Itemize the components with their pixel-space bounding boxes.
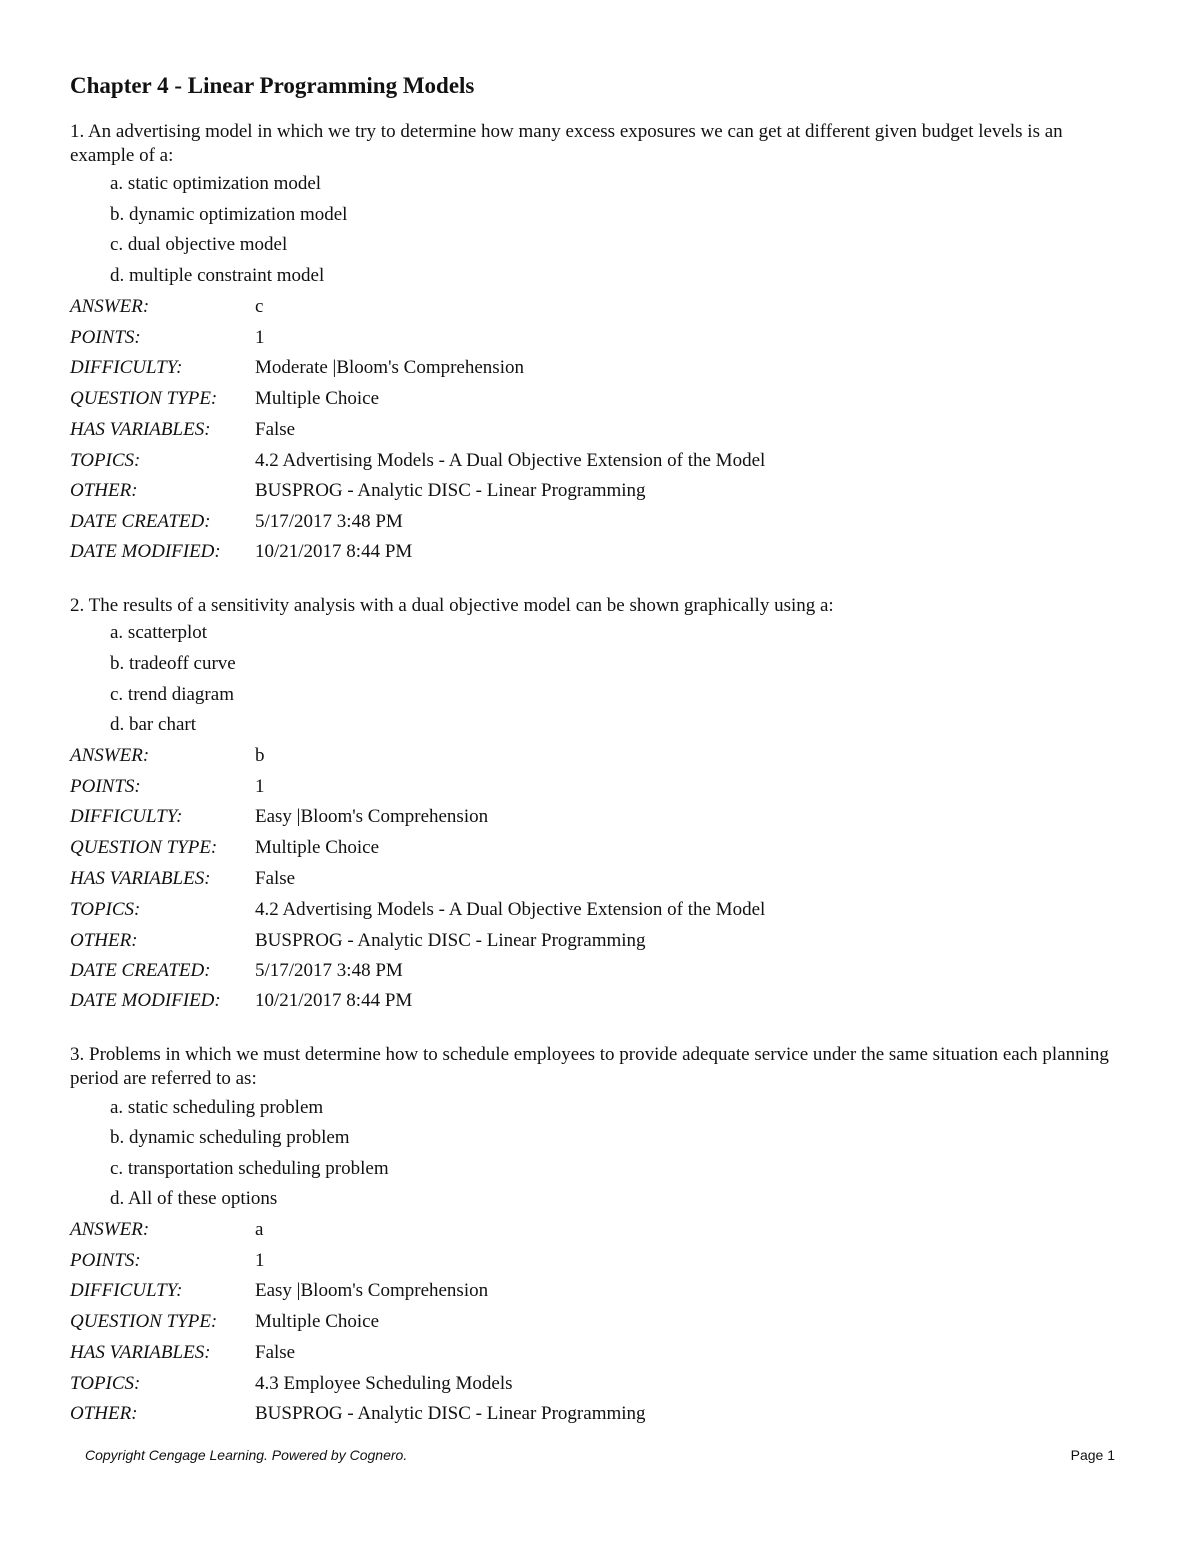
answer-option: b. dynamic scheduling problem (110, 1127, 350, 1148)
meta-value: 1 (255, 1250, 265, 1271)
meta-label: QUESTION TYPE: (70, 1311, 218, 1332)
meta-label: QUESTION TYPE: (70, 388, 218, 409)
question-stem: 3. Problems in which we must determine how to schedule employees to provide adequate service under the same situation each planning period are referred to as: (70, 1044, 1109, 1089)
meta-value: 1 (255, 327, 265, 348)
meta-value: 4.2 Advertising Models - A Dual Objective Extension of the Model (255, 450, 766, 471)
meta-value: Multiple Choice (255, 1311, 380, 1332)
meta-label: OTHER: (70, 930, 138, 951)
meta-value: 4.3 Employee Scheduling Models (255, 1373, 513, 1394)
meta-value: BUSPROG - Analytic DISC - Linear Programming (255, 480, 646, 501)
meta-label: POINTS: (70, 776, 141, 797)
question-stem: 1. An advertising model in which we try to determine how many excess exposures we can get at different given budget levels is an example of a: (70, 121, 1063, 166)
meta-value: a (255, 1219, 264, 1240)
answer-option: b. tradeoff curve (110, 653, 236, 674)
meta-label: POINTS: (70, 327, 141, 348)
meta-label: OTHER: (70, 480, 138, 501)
meta-label: DATE MODIFIED: (70, 990, 221, 1011)
meta-value: False (255, 868, 296, 889)
meta-value: False (255, 419, 296, 440)
meta-value: 4.2 Advertising Models - A Dual Objective Extension of the Model (255, 899, 766, 920)
answer-option: a. scatterplot (110, 622, 208, 643)
meta-value: Easy |Bloom's Comprehension (255, 806, 489, 827)
meta-value: b (255, 745, 265, 766)
meta-label: TOPICS: (70, 899, 141, 920)
meta-label: TOPICS: (70, 1373, 141, 1394)
answer-option: c. trend diagram (110, 684, 234, 705)
meta-label: ANSWER: (70, 1219, 150, 1240)
meta-label: ANSWER: (70, 745, 150, 766)
meta-label: ANSWER: (70, 296, 150, 317)
meta-label: HAS VARIABLES: (70, 419, 211, 440)
meta-label: DIFFICULTY: (70, 806, 183, 827)
meta-value: Multiple Choice (255, 837, 380, 858)
meta-label: HAS VARIABLES: (70, 1342, 211, 1363)
meta-value: False (255, 1342, 296, 1363)
meta-value: c (255, 296, 264, 317)
meta-label: DATE CREATED: (70, 960, 211, 981)
meta-value: 5/17/2017 3:48 PM (255, 511, 403, 532)
answer-option: d. bar chart (110, 714, 196, 735)
question-stem: 2. The results of a sensitivity analysis with a dual objective model can be shown graphically using a: (70, 595, 834, 616)
meta-value: Multiple Choice (255, 388, 380, 409)
meta-value: BUSPROG - Analytic DISC - Linear Programming (255, 930, 646, 951)
meta-value: 10/21/2017 8:44 PM (255, 990, 413, 1011)
page-number: Page 1 (1070, 1447, 1115, 1463)
answer-option: c. transportation scheduling problem (110, 1158, 389, 1179)
answer-option: a. static scheduling problem (110, 1097, 324, 1118)
meta-value: Easy |Bloom's Comprehension (255, 1280, 489, 1301)
meta-value: Moderate |Bloom's Comprehension (255, 357, 524, 378)
meta-label: POINTS: (70, 1250, 141, 1271)
footer-copyright: Copyright Cengage Learning. Powered by Cognero. (85, 1447, 408, 1463)
meta-value: 5/17/2017 3:48 PM (255, 960, 403, 981)
meta-label: HAS VARIABLES: (70, 868, 211, 889)
answer-option: c. dual objective model (110, 234, 288, 255)
meta-value: 1 (255, 776, 265, 797)
meta-label: DATE CREATED: (70, 511, 211, 532)
meta-label: DIFFICULTY: (70, 1280, 183, 1301)
answer-option: d. multiple constraint model (110, 265, 325, 286)
page-title: Chapter 4 - Linear Programming Models (70, 73, 475, 98)
answer-option: a. static optimization model (110, 173, 322, 194)
meta-value: 10/21/2017 8:44 PM (255, 541, 413, 562)
answer-option: d. All of these options (110, 1188, 278, 1209)
meta-label: OTHER: (70, 1403, 138, 1424)
meta-label: DATE MODIFIED: (70, 541, 221, 562)
answer-option: b. dynamic optimization model (110, 204, 348, 225)
meta-label: QUESTION TYPE: (70, 837, 218, 858)
meta-label: DIFFICULTY: (70, 357, 183, 378)
meta-value: BUSPROG - Analytic DISC - Linear Programming (255, 1403, 646, 1424)
meta-label: TOPICS: (70, 450, 141, 471)
